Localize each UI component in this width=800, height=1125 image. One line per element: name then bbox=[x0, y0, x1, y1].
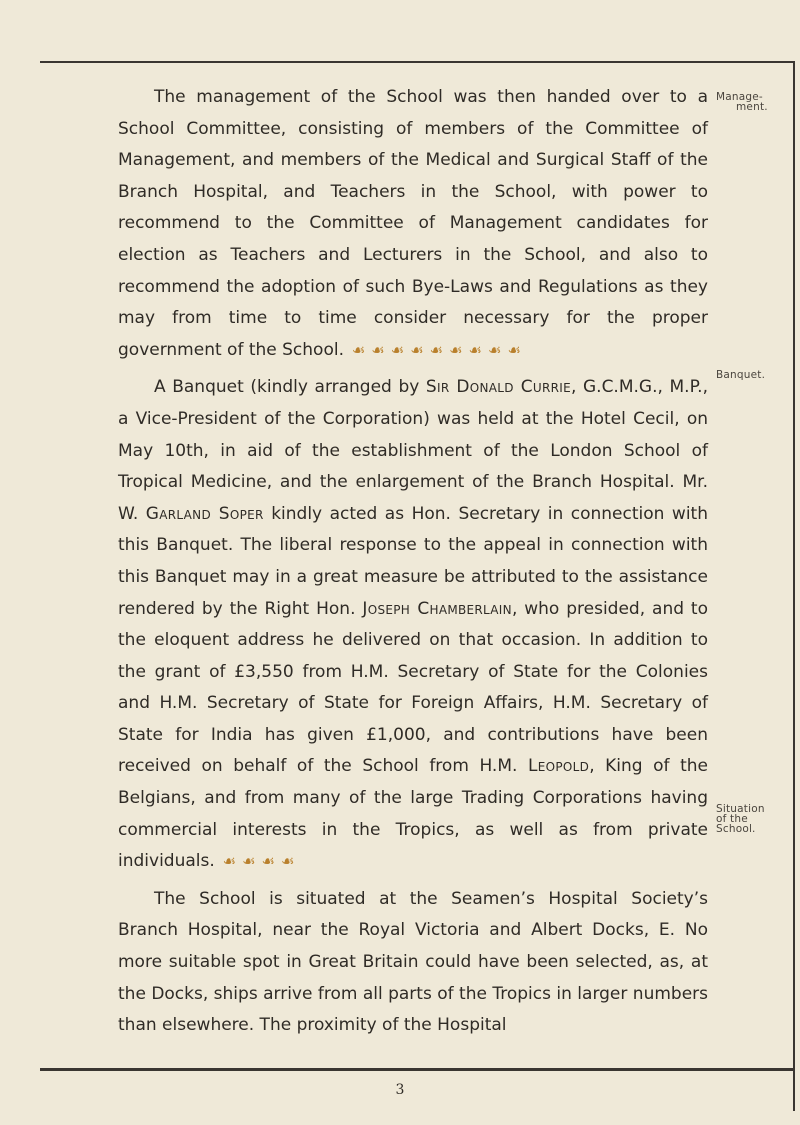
margin-note-banquet bbox=[716, 370, 796, 380]
margin-note-line: Manage- bbox=[716, 91, 763, 103]
margin-note-line: Situation bbox=[716, 803, 765, 815]
margin-note-line: ment. bbox=[736, 101, 768, 113]
right-rule bbox=[793, 61, 795, 1111]
banquet-text-3: kindly acted as Hon. Secretary in connection with this Banquet. The liberal response to the appeal in connection with this Banquet may in a great measure be attributed to the assistance rendered by the Right Hon. bbox=[118, 503, 708, 619]
margin-note-line: School. bbox=[716, 823, 756, 835]
margin-note-situation bbox=[716, 804, 796, 834]
fleuron-ornaments: ☙☙☙☙ bbox=[222, 852, 301, 871]
margin-note-line: of the bbox=[716, 813, 748, 825]
paragraph-situation bbox=[118, 884, 708, 1042]
top-rule bbox=[40, 61, 795, 63]
margin-note-management bbox=[716, 92, 796, 112]
name-donald-currie: Sir Donald Currie bbox=[425, 377, 571, 398]
situation-text: The School is situated at the Seamen’s Hospital Society’s Branch Hospital, near the Royal Victoria and Albert Docks, E. No more suitable spot in Great Britain could have been selected, as, at the Docks, ships arrive from all parts of the Tropics in larger numbers than elsewhere. The proximity of the Hospital bbox=[118, 888, 708, 1036]
margin-note-line: Banquet. bbox=[716, 369, 766, 381]
management-text: The management of the School was then handed over to a School Committee, consisting of members of the Committee of Management, and members of the Medical and Surgical Staff of the Branch Hospital, and Teachers in the School, with power to recommend to the Committee of Management candidates for election as Teachers and Lecturers in the School, and also to recommend the adoption of such Bye-Laws and Regulations as they may from time to time consider necessary for the proper government of the School. bbox=[118, 87, 708, 360]
name-leopold: Leopold bbox=[527, 756, 590, 777]
page-number: 3 bbox=[395, 1082, 405, 1098]
banquet-text-1: A Banquet (kindly arranged by bbox=[154, 377, 426, 398]
fleuron-ornaments: ☙☙☙☙☙☙☙☙☙ bbox=[351, 340, 528, 359]
body-text bbox=[118, 82, 708, 1042]
bottom-rule bbox=[40, 1068, 795, 1071]
name-garland-soper: Garland Soper bbox=[145, 503, 264, 524]
paragraph-banquet bbox=[118, 372, 708, 878]
name-joseph-chamberlain: Joseph Chamberlain bbox=[362, 598, 512, 619]
banquet-text-2: , G.C.M.G., M.P., a Vice-President of the Corporation) was held at the Hotel Cecil, on May 10th, in aid of the establishment of the London School of Tropical Medicine, and the enlargement of the Branch Hospital. Mr. W. bbox=[118, 377, 708, 524]
banquet-text-5: , King of the Belgians, and from many of the large Trading Corporations having commercial interests in the Tropics, as well as from private individuals. bbox=[118, 756, 708, 872]
banquet-text-4: , who presided, and to the eloquent address he delivered on that occasion. In addition to the grant of £3,550 from H.M. Secretary of State for the Colonies and H.M. Secretary of State for Foreign Affairs, H.M. Secretary of State for India has given £1,000, and contributions have been received on behalf of the School from H.M. bbox=[118, 598, 709, 777]
paragraph-management bbox=[118, 82, 708, 366]
